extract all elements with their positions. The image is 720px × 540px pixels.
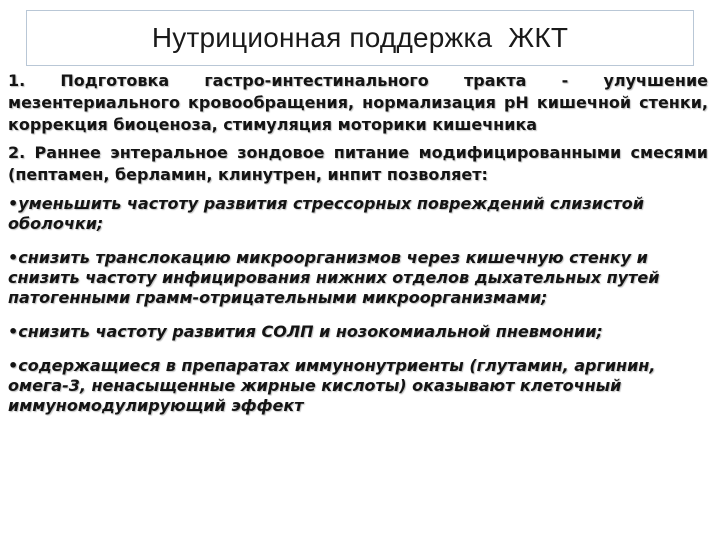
paragraph-2: 2. Раннее энтеральное зондовое питание модифицированными смесями (пептамен, берламин, клинутрен, инпит позволяет:: [8, 143, 708, 184]
slide-title: Нутриционная поддержка ЖКТ: [151, 22, 569, 53]
bullet-list: [8, 194, 708, 416]
slide-content: [8, 70, 708, 416]
bullet-item: [8, 248, 708, 308]
title-box: [26, 10, 694, 66]
bullet-text: уменьшить частоту развития стрессорных повреждений слизистой оболочки;: [8, 194, 644, 233]
paragraph-1: 1. Подготовка гастро-интестинального тракта - улучшение мезентериального кровообращения, нормализация рН кишечной стенки, коррекция биоценоза, стимуляция моторики кишечника: [8, 71, 708, 134]
bullet-icon: •: [8, 356, 19, 375]
bullet-item: [8, 322, 708, 342]
bullet-text: снизить транслокацию микроорганизмов через кишечную стенку и снизить частоту инфицирования нижних отделов дыхательных путей патогенными грамм-отрицательными микроорганизмами;: [8, 248, 660, 307]
bullet-icon: •: [8, 194, 19, 213]
bullet-text: содержащиеся в препаратах иммунонутриенты (глутамин, аргинин, омега-3, ненасыщенные жирные кислоты) оказывают клеточный иммуномодулирующий эффект: [8, 356, 656, 415]
bullet-icon: •: [8, 322, 19, 341]
bullet-text: снизить частоту развития СОЛП и нозокомиальной пневмонии;: [18, 322, 603, 341]
bullet-icon: •: [8, 248, 19, 267]
bullet-item: [8, 194, 708, 234]
bullet-item: [8, 356, 708, 416]
